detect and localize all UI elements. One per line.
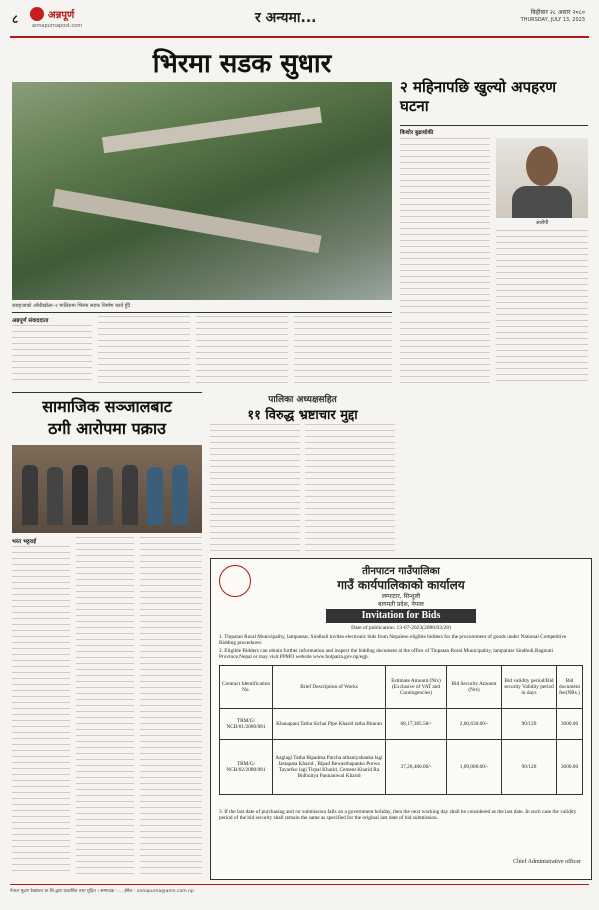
notice-province: बागमती प्रदेश, नेपाल	[378, 601, 424, 608]
story2-headline: २ महिनापछि खुल्यो अपहरण घटना	[400, 78, 557, 115]
bid-table	[219, 665, 583, 795]
publication-date: Date of publication: 13-07-2023(2080/03/28)	[351, 625, 451, 631]
story3-body-col3	[140, 537, 202, 877]
col-header: Estimate Amount (Nrs) (Exclusive of VAT and Contingencies)	[386, 666, 447, 709]
table-row	[220, 709, 583, 740]
validity-days: 90/120	[502, 740, 557, 795]
col-header: Contract Identification No.	[220, 666, 273, 709]
date-en: THURSDAY, JULY 13, 2023	[520, 17, 585, 23]
story4-body-col1	[210, 424, 300, 554]
col-header: Bid document fee(NRs.)	[557, 666, 583, 709]
story3-byline: भरत भट्टराई	[12, 539, 37, 545]
story1-headline: भिरमा सडक सुधार	[152, 49, 332, 79]
footer-rule	[10, 884, 589, 885]
paper-name: अन्नपूर्ण	[48, 10, 75, 21]
story3-headline-line1: सामाजिक सञ्जालबाट	[42, 397, 172, 416]
validity-days: 90/120	[502, 709, 557, 740]
story1-body-col4	[294, 316, 392, 386]
col-header: Bid Security Amount (Nrs)	[447, 666, 502, 709]
notice-point1: 1. Tinpatan Rural Municipality, lampantar, Sindhuli invites electronic bids from Nepalese eligible bidders for the procurement of goods under National Competitive Bidding procedures:	[219, 634, 567, 647]
work-description: Aaglagi Tatha Bipadma Parcha nthaniyabanka lagi Jastapata Kharid , Bipad Bewasthapanko Purwa Tayariko lagi Tirpal Kharid, Cement Kharid Ra Bidhuitya Pannaniwal Kharid	[273, 740, 386, 795]
security-amount: 2,00,630.00/-	[447, 709, 502, 740]
invitation-title: Invitation for Bids	[326, 609, 476, 623]
notice-title: तीनपाटन गाउँपालिका	[362, 566, 440, 577]
tender-notice	[210, 558, 592, 880]
masthead-rule	[10, 36, 589, 38]
mountain-road-photo	[12, 82, 392, 300]
contract-id: TRM/G/ NCB/01/2080/081	[220, 709, 273, 740]
story1-body-col2	[98, 316, 190, 386]
document-fee: 3000.00	[557, 740, 583, 795]
website: annapurnapost.com	[32, 23, 83, 29]
story2-body-col1	[400, 138, 490, 318]
accused-photo-caption: आरोपी	[535, 220, 549, 226]
notice-point3: 3. If the last date of purchasing and /or submission falls on a government holiday, then the next working day shall be considered as the last date. In such case the validity period of the bid security shall remain the same as specified for the original last date of bid submission.	[219, 809, 577, 822]
notice-point2: 2. Eligible Bidders can obtain further information and inspect the bidding document at the office of Tinpatan Rural Municipality, lampantar Sindhuli,Bagmati Province,Nepal or may visit PPMO website www.bolpatra.gov.np/egp.	[219, 648, 553, 661]
security-amount: 1,09,000.00/-	[447, 740, 502, 795]
story4-headline: ११ विरुद्ध भ्रष्टाचार मुद्दा	[247, 408, 358, 423]
date-np: बिहीबार २८ असार २०८०	[530, 9, 585, 16]
document-fee: 3000.00	[557, 709, 583, 740]
arrested-group-photo	[12, 445, 202, 533]
story1-body-col3	[196, 316, 288, 386]
footer-text: नेपाल मुद्रण रेखांकन प्रा.लि.द्वारा प्रकाशित तथा मुद्रित । सम्पादक : ... ईमेल : annapurna@amn.com.np	[10, 889, 194, 894]
col-header: Bid validity period/Bid security Validity period in days	[502, 666, 557, 709]
story3-headline-line2: ठगी आरोपमा पक्राउ	[48, 419, 166, 438]
story1-byline: अन्नपूर्ण संवाददाता	[12, 318, 49, 324]
photo-caption: स्याङ्जाको आँधीखोला–२ मालिङमा भिरमा सडक निर्माण कार्य हुँदै	[12, 303, 131, 309]
accused-photo	[496, 138, 588, 218]
page-number: ८	[12, 12, 19, 26]
story2-body-col2	[496, 230, 588, 386]
bid-table-header-row	[220, 666, 583, 709]
story2-byline: किशोर बुढाथोकी	[400, 130, 434, 136]
story3-body-col2	[76, 537, 134, 877]
col-header: Brief Description of Works	[273, 666, 386, 709]
story4-body-col2	[305, 424, 395, 554]
story4-kicker: पालिका अध्यक्षसहित	[268, 395, 337, 405]
estimate-amount: 68,17,385.58/-	[386, 709, 447, 740]
story3-headline	[12, 396, 202, 440]
signature-line: Chief Administrative officer	[513, 859, 581, 865]
masthead	[0, 0, 599, 40]
estimate-amount: 37,26,480.00/-	[386, 740, 447, 795]
table-row	[220, 740, 583, 795]
section-title: र अन्यमा...	[255, 10, 317, 26]
story3-body-col1	[12, 546, 70, 876]
work-description: Khanapani Tatha Sichai Pipe Kharid tatha Bitaran	[273, 709, 386, 740]
contract-id: TRM/G/ NCB/02/2080/081	[220, 740, 273, 795]
story1-body-col1	[12, 325, 92, 385]
notice-office: गाउँ कार्यपालिकाको कार्यालय	[337, 578, 465, 592]
paper-logo	[30, 7, 44, 21]
notice-address: लम्पाटार, सिन्धुली	[381, 593, 421, 600]
story2-body-col1b	[400, 322, 490, 386]
